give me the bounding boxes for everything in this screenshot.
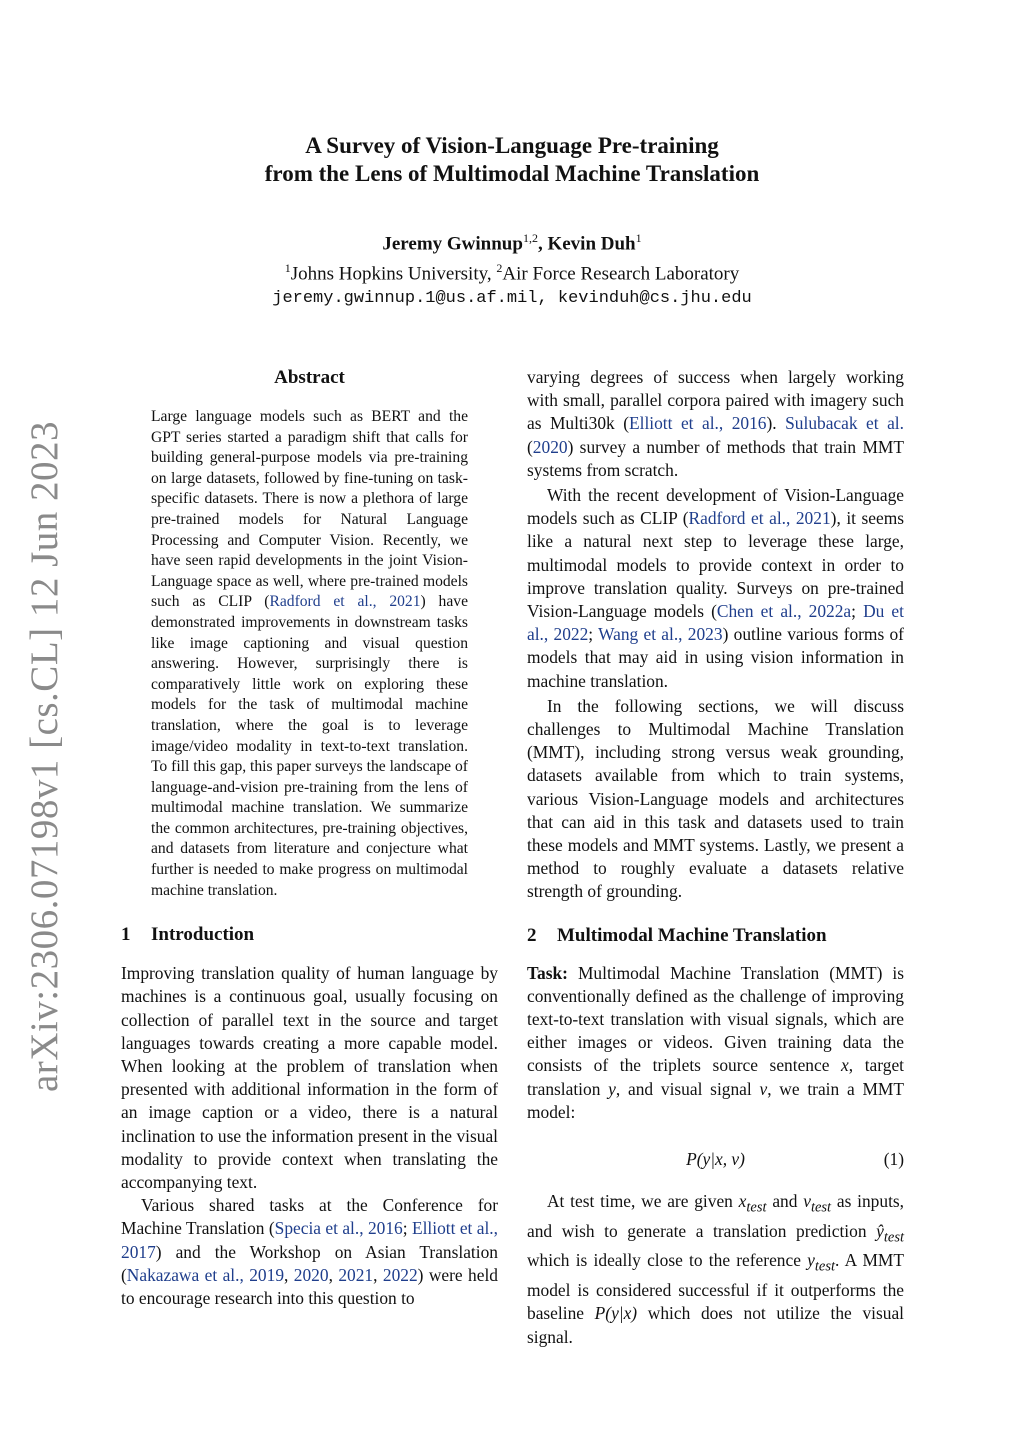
author-separator: , — [537, 233, 548, 255]
var-v: v — [759, 1078, 768, 1099]
citation-nakazawa-2022[interactable]: 2022 — [382, 1264, 418, 1285]
s2-p1-text-c: , and visual signal — [615, 1078, 760, 1099]
v-test-subscript: test — [810, 1199, 832, 1216]
right-p2-sep-2: ; — [588, 624, 599, 645]
author-1: Jeremy Gwinnup — [382, 233, 523, 255]
citation-nakazawa-2021[interactable]: 2021 — [338, 1264, 374, 1285]
intro-p2-sep-3: , — [328, 1264, 339, 1285]
s2-p2-text-f: which does not utilize the visual signal. — [527, 1303, 904, 1347]
abstract-part-2: ) have demonstrated improvements in downstream tasks like image captioning and visual question answering. However, surprisingly there is comparatively little work on exploring these models for the task of multimodal machine translation, where the goal is to leverage image/video modality in text-to-text translation. To fill this gap, this paper surveys the landscape of language-and-vision pre-training from the lens of multimodal machine translation. We summarize the common architectures, pre-training objectives, and datasets from literature and conjecture what further is needed to make progress on multimodal machine translation. — [151, 593, 468, 899]
right-p2-text-c: ) outline various forms of models that may aid in using vision information in machine translation. — [527, 624, 904, 691]
citation-nakazawa-2020[interactable]: 2020 — [293, 1264, 329, 1285]
y-ref-var: y — [807, 1250, 815, 1271]
y-hat-var: ŷ — [876, 1220, 884, 1241]
author-emails: jeremy.gwinnup.1@us.af.mil, kevinduh@cs.jhu.edu — [272, 288, 752, 308]
abstract-text — [151, 407, 468, 901]
section-2-number: 2 — [527, 924, 537, 946]
right-p1-text-d: ) survey a number of methods that train MMT systems from scratch. — [527, 436, 904, 480]
right-paragraph-2 — [527, 484, 904, 693]
citation-radford-2021[interactable]: Radford et al., 2021 — [269, 593, 421, 611]
title-line-2: from the Lens of Multimodal Machine Translation — [264, 161, 760, 186]
author-names — [120, 226, 904, 256]
affiliation-1: Johns Hopkins University, — [290, 263, 497, 285]
equation-number: (1) — [883, 1149, 904, 1170]
left-column — [121, 366, 498, 1310]
s2-p2-text-a: At test time, we are given — [547, 1191, 739, 1212]
abstract-heading: Abstract — [274, 367, 345, 388]
s2-p1-text-b: , target translation — [527, 1055, 904, 1099]
intro-p2-sep-4: , — [373, 1264, 383, 1285]
baseline-formula: P(y|x) — [594, 1303, 638, 1324]
citation-nakazawa-2019[interactable]: Nakazawa et al., 2019 — [126, 1264, 285, 1285]
citation-sulubacak-2020[interactable]: 2020 — [532, 436, 568, 457]
equation-body: P(y|x, v) — [686, 1149, 745, 1170]
intro-paragraph-2 — [121, 1194, 498, 1310]
s2-p1-text-d: , we train a MMT model: — [527, 1078, 904, 1122]
section-2-paragraph-2 — [527, 1190, 904, 1349]
affiliation-2: Air Force Research Laboratory — [502, 263, 740, 285]
abstract-part-1: Large language models such as BERT and the GPT series started a paradigm shift that calls for building general-purpose models via pre-training on large datasets, followed by fine-tuning on task-specific datasets. There is now a plethora of large pre-trained models for Natural Language Processing and Computer Vision. Recently, we have seen rapid developments in the joint Vision-Language space as well, where pre-trained models such as CLIP ( — [151, 408, 468, 611]
right-p2-text-a: With the recent development of Vision-Language models such as CLIP ( — [527, 485, 904, 529]
intro-p2-sep-2: , — [284, 1264, 294, 1285]
intro-p2-text-a: Various shared tasks at the Conference for Machine Translation ( — [121, 1195, 498, 1239]
paper-title — [120, 132, 904, 188]
author-1-affiliation: 1,2 — [522, 231, 538, 245]
s2-p2-text-c: as inputs, and wish to generate a translation prediction — [527, 1191, 905, 1241]
task-label: Task: — [527, 962, 568, 983]
y-test — [807, 1250, 836, 1275]
section-2-title: Multimodal Machine Translation — [557, 924, 827, 946]
right-p2-sep-1: ; — [851, 601, 864, 622]
section-1-heading — [121, 923, 498, 947]
right-paragraph-3: In the following sections, we will discuss challenges to Multimodal Machine Translation (MMT), including strong versus weak grounding, datasets available from which to train systems, various Vision-Language models and architectures that can aid in this task and datasets used to train these models and MMT systems. Lastly, we present a method to roughly evaluate a datasets relative strength of grounding. — [527, 695, 904, 902]
arxiv-sidebar-stamp — [6, 420, 84, 1092]
var-x: x — [841, 1055, 849, 1076]
x-test-subscript: test — [746, 1199, 767, 1216]
title-line-1: A Survey of Vision-Language Pre-training — [305, 133, 719, 158]
citation-du-2022[interactable]: Du et al., 2022 — [527, 601, 904, 645]
equation-1 — [527, 1142, 904, 1176]
intro-p2-sep-1: ; — [402, 1218, 412, 1239]
intro-p2-text-b: ) and the Workshop on Asian Translation ( — [121, 1241, 498, 1285]
var-y: y — [608, 1078, 616, 1099]
v-test — [803, 1191, 832, 1216]
citation-wang-2023[interactable]: Wang et al., 2023 — [598, 624, 723, 645]
right-p1-text-b: ). — [766, 413, 786, 434]
right-column — [527, 366, 904, 1349]
intro-p2-text-c: ) were held to encourage research into this question to — [121, 1264, 498, 1309]
affiliations — [120, 256, 904, 286]
citation-sulubacak-authors[interactable]: Sulubacak et al. — [785, 413, 904, 434]
citation-elliott-2016[interactable]: Elliott et al., 2016 — [628, 413, 767, 434]
y-ref-subscript: test — [814, 1258, 836, 1275]
right-p2-text-b: ), it seems like a natural next step to leverage these large, multimodal models to provide context in order to improve translation quality. Surveys on pre-trained Vision-Language models ( — [527, 508, 905, 622]
section-1-number: 1 — [121, 924, 131, 946]
section-1-title: Introduction — [151, 924, 255, 946]
affiliation-1-mark: 1 — [284, 261, 291, 276]
author-2: Kevin Duh — [547, 233, 636, 255]
right-paragraph-1 — [527, 366, 904, 482]
arxiv-identifier: arXiv:2306.07198v1 [cs.CL] 12 Jun 2023 — [23, 420, 67, 1092]
section-2-heading — [527, 924, 904, 948]
s2-p2-text-e: . A MMT model is considered successful if it outperforms the baseline — [527, 1250, 904, 1324]
section-2-paragraph-1 — [527, 962, 904, 1124]
affiliation-2-mark: 2 — [496, 261, 503, 276]
s2-p1-text-a: Multimodal Machine Translation (MMT) is conventionally defined as the challenge of improving text-to-text translation with visual signals, which are either images or videos. Given training data the consists of the triplets source sentence — [527, 962, 904, 1076]
author-2-affiliation: 1 — [635, 231, 642, 245]
y-hat-subscript: test — [883, 1229, 904, 1246]
citation-specia-2016[interactable]: Specia et al., 2016 — [274, 1218, 403, 1239]
x-test-var: x — [738, 1191, 747, 1212]
v-test-var: v — [803, 1191, 811, 1212]
s2-p2-text-d: which is ideally close to the reference — [527, 1250, 808, 1271]
right-p1-text-a: varying degrees of success when largely working with small, parallel corpora paired with imagery such as Multi30k ( — [527, 367, 904, 434]
citation-radford-2021-b[interactable]: Radford et al., 2021 — [688, 508, 831, 529]
right-p1-text-c: ( — [527, 436, 533, 457]
citation-elliott-2017[interactable]: Elliott et al., 2017 — [121, 1218, 498, 1262]
y-hat-test — [876, 1220, 904, 1246]
x-test — [738, 1191, 767, 1216]
s2-p2-text-b: and — [766, 1191, 804, 1212]
intro-paragraph-1: Improving translation quality of human language by machines is a continuous goal, usually focusing on collection of parallel text in the source and target languages towards creating a more capable model. When looking at the problem of translation when presented with additional information in the form of an image caption or a video, there is a natural inclination to use the information present in the visual modality to provide context when translating the accompanying text. — [121, 963, 498, 1193]
citation-chen-2022a[interactable]: Chen et al., 2022a — [716, 601, 852, 622]
author-block — [120, 226, 904, 311]
